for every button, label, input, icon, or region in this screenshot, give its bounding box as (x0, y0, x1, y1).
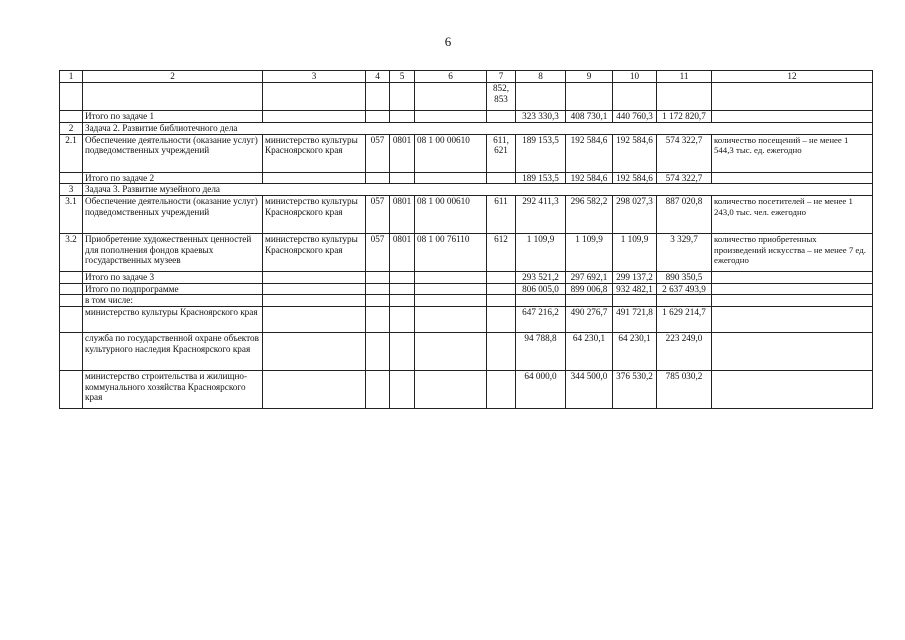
table-row (60, 122, 873, 134)
cell-value-2025: 299 137,2 (613, 272, 657, 284)
cell-vr: 852, 853 (487, 83, 516, 111)
cell-csr (415, 283, 487, 295)
cell-executor: министерство культуры Красноярского края (263, 134, 366, 172)
cell-name: Итого по задаче 3 (83, 272, 263, 284)
cell-rzpr (390, 111, 415, 123)
cell-grbs (366, 172, 390, 184)
column-header: 3 (263, 71, 366, 83)
cell-csr (415, 111, 487, 123)
cell-number (60, 295, 83, 307)
cell-grbs: 057 (366, 234, 390, 272)
cell-rzpr: 0801 (390, 134, 415, 172)
cell-value-2025: 491 721,8 (613, 306, 657, 332)
cell-name: Обеспечение деятельности (оказание услуг) подведомственных учреждений (83, 134, 263, 172)
cell-csr: 08 1 00 76110 (415, 234, 487, 272)
cell-result (712, 111, 873, 123)
cell-number: 3.1 (60, 196, 83, 234)
cell-name: Итого по подпрограмме (83, 283, 263, 295)
cell-rzpr (390, 272, 415, 284)
cell-value-2024: 192 584,6 (566, 134, 613, 172)
cell-value-2023: 293 521,2 (516, 272, 566, 284)
cell-number: 2 (60, 122, 83, 134)
cell-name (83, 83, 263, 111)
cell-value-2023 (516, 83, 566, 111)
column-header: 6 (415, 71, 487, 83)
table-row (60, 184, 873, 196)
cell-vr (487, 172, 516, 184)
cell-number (60, 83, 83, 111)
column-header: 2 (83, 71, 263, 83)
cell-grbs (366, 332, 390, 370)
cell-csr (415, 370, 487, 408)
cell-number: 3 (60, 184, 83, 196)
cell-executor (263, 272, 366, 284)
table-row (60, 172, 873, 184)
cell-result (712, 172, 873, 184)
cell-result (712, 295, 873, 307)
table-row (60, 83, 873, 111)
cell-vr (487, 295, 516, 307)
cell-rzpr (390, 83, 415, 111)
cell-result: количество посещений – не менее 1 544,3 тыс. ед. ежегодно (712, 134, 873, 172)
cell-name: Итого по задаче 1 (83, 111, 263, 123)
cell-vr (487, 306, 516, 332)
cell-vr (487, 283, 516, 295)
column-header: 4 (366, 71, 390, 83)
cell-executor (263, 370, 366, 408)
cell-vr (487, 332, 516, 370)
cell-total: 887 020,8 (657, 196, 712, 234)
cell-result (712, 283, 873, 295)
cell-name: Приобретение художественных ценностей для пополнения фондов краевых государственных музеев (83, 234, 263, 272)
column-header: 10 (613, 71, 657, 83)
cell-value-2024: 1 109,9 (566, 234, 613, 272)
cell-grbs (366, 306, 390, 332)
cell-name: Обеспечение деятельности (оказание услуг) подведомственных учреждений (83, 196, 263, 234)
cell-rzpr (390, 172, 415, 184)
cell-grbs (366, 295, 390, 307)
cell-csr (415, 295, 487, 307)
cell-result (712, 332, 873, 370)
table-row (60, 306, 873, 332)
cell-executor (263, 172, 366, 184)
cell-number: 2.1 (60, 134, 83, 172)
cell-total: 574 322,7 (657, 134, 712, 172)
cell-result: количество посетителей – не менее 1 243,0 тыс. чел. ежегодно (712, 196, 873, 234)
cell-value-2023: 64 000,0 (516, 370, 566, 408)
cell-total: 223 249,0 (657, 332, 712, 370)
cell-value-2024: 296 582,2 (566, 196, 613, 234)
cell-grbs: 057 (366, 196, 390, 234)
cell-grbs (366, 370, 390, 408)
cell-number: 3.2 (60, 234, 83, 272)
cell-name: служба по государственной охране объектов культурного наследия Красноярского края (83, 332, 263, 370)
cell-grbs: 057 (366, 134, 390, 172)
cell-rzpr (390, 295, 415, 307)
cell-grbs (366, 272, 390, 284)
cell-number (60, 370, 83, 408)
cell-value-2024 (566, 83, 613, 111)
cell-value-2023: 292 411,3 (516, 196, 566, 234)
table-row (60, 295, 873, 307)
column-header: 9 (566, 71, 613, 83)
cell-total: 1 172 820,7 (657, 111, 712, 123)
cell-total: 574 322,7 (657, 172, 712, 184)
cell-result (712, 306, 873, 332)
cell-result (712, 370, 873, 408)
cell-number (60, 272, 83, 284)
cell-total (657, 295, 712, 307)
table-body (60, 71, 873, 409)
table-row (60, 234, 873, 272)
cell-value-2025 (613, 295, 657, 307)
cell-rzpr (390, 306, 415, 332)
cell-value-2025: 192 584,6 (613, 134, 657, 172)
table-row (60, 111, 873, 123)
cell-executor: министерство культуры Красноярского края (263, 196, 366, 234)
cell-value-2023: 806 005,0 (516, 283, 566, 295)
cell-total (657, 83, 712, 111)
cell-csr: 08 1 00 00610 (415, 134, 487, 172)
cell-value-2024: 192 584,6 (566, 172, 613, 184)
cell-rzpr: 0801 (390, 234, 415, 272)
cell-executor (263, 332, 366, 370)
cell-value-2024: 64 230,1 (566, 332, 613, 370)
cell-vr (487, 111, 516, 123)
cell-csr (415, 306, 487, 332)
cell-result: количество приобретенных произведений искусства – не менее 7 ед. ежегодно (712, 234, 873, 272)
cell-vr (487, 370, 516, 408)
cell-value-2024: 344 500,0 (566, 370, 613, 408)
table-row (60, 196, 873, 234)
cell-executor (263, 83, 366, 111)
cell-value-2023: 189 153,5 (516, 172, 566, 184)
column-header: 11 (657, 71, 712, 83)
budget-table (59, 70, 873, 409)
cell-vr: 611 (487, 196, 516, 234)
cell-value-2023: 189 153,5 (516, 134, 566, 172)
cell-total: 890 350,5 (657, 272, 712, 284)
column-header-row (60, 71, 873, 83)
cell-value-2023 (516, 295, 566, 307)
table-row (60, 332, 873, 370)
cell-value-2023: 94 788,8 (516, 332, 566, 370)
cell-total: 785 030,2 (657, 370, 712, 408)
cell-csr (415, 272, 487, 284)
cell-value-2024: 408 730,1 (566, 111, 613, 123)
table-row (60, 272, 873, 284)
cell-name: Итого по задаче 2 (83, 172, 263, 184)
cell-executor (263, 306, 366, 332)
cell-value-2025: 1 109,9 (613, 234, 657, 272)
cell-csr (415, 332, 487, 370)
cell-csr: 08 1 00 00610 (415, 196, 487, 234)
cell-value-2023: 647 216,2 (516, 306, 566, 332)
cell-value-2024: 490 276,7 (566, 306, 613, 332)
cell-value-2024: 899 006,8 (566, 283, 613, 295)
cell-rzpr (390, 332, 415, 370)
cell-number (60, 332, 83, 370)
cell-result (712, 83, 873, 111)
table-row (60, 134, 873, 172)
cell-name: в том числе: (83, 295, 263, 307)
cell-result (712, 272, 873, 284)
cell-grbs (366, 283, 390, 295)
cell-executor (263, 111, 366, 123)
cell-number (60, 111, 83, 123)
section-title: Задача 2. Развитие библиотечного дела (83, 122, 873, 134)
column-header: 1 (60, 71, 83, 83)
page-number: 6 (444, 34, 452, 49)
cell-value-2023: 323 330,3 (516, 111, 566, 123)
cell-value-2024 (566, 295, 613, 307)
cell-number (60, 306, 83, 332)
cell-rzpr: 0801 (390, 196, 415, 234)
cell-rzpr (390, 370, 415, 408)
column-header: 8 (516, 71, 566, 83)
cell-value-2025: 298 027,3 (613, 196, 657, 234)
cell-total: 3 329,7 (657, 234, 712, 272)
cell-vr: 611, 621 (487, 134, 516, 172)
cell-number (60, 283, 83, 295)
cell-value-2025: 192 584,6 (613, 172, 657, 184)
cell-vr (487, 272, 516, 284)
cell-total: 1 629 214,7 (657, 306, 712, 332)
column-header: 5 (390, 71, 415, 83)
column-header: 12 (712, 71, 873, 83)
column-header: 7 (487, 71, 516, 83)
cell-name: министерство строительства и жилищно-коммунального хозяйства Красноярского края (83, 370, 263, 408)
cell-value-2024: 297 692,1 (566, 272, 613, 284)
cell-grbs (366, 111, 390, 123)
cell-value-2025: 376 530,2 (613, 370, 657, 408)
table-row (60, 283, 873, 295)
cell-executor (263, 283, 366, 295)
cell-name: министерство культуры Красноярского края (83, 306, 263, 332)
cell-rzpr (390, 283, 415, 295)
cell-executor (263, 295, 366, 307)
section-title: Задача 3. Развитие музейного дела (83, 184, 873, 196)
cell-value-2025 (613, 83, 657, 111)
cell-executor: министерство культуры Красноярского края (263, 234, 366, 272)
table-row (60, 370, 873, 408)
cell-number (60, 172, 83, 184)
cell-value-2025: 64 230,1 (613, 332, 657, 370)
cell-total: 2 637 493,9 (657, 283, 712, 295)
cell-value-2023: 1 109,9 (516, 234, 566, 272)
cell-csr (415, 83, 487, 111)
cell-grbs (366, 83, 390, 111)
cell-csr (415, 172, 487, 184)
cell-value-2025: 440 760,3 (613, 111, 657, 123)
cell-vr: 612 (487, 234, 516, 272)
cell-value-2025: 932 482,1 (613, 283, 657, 295)
